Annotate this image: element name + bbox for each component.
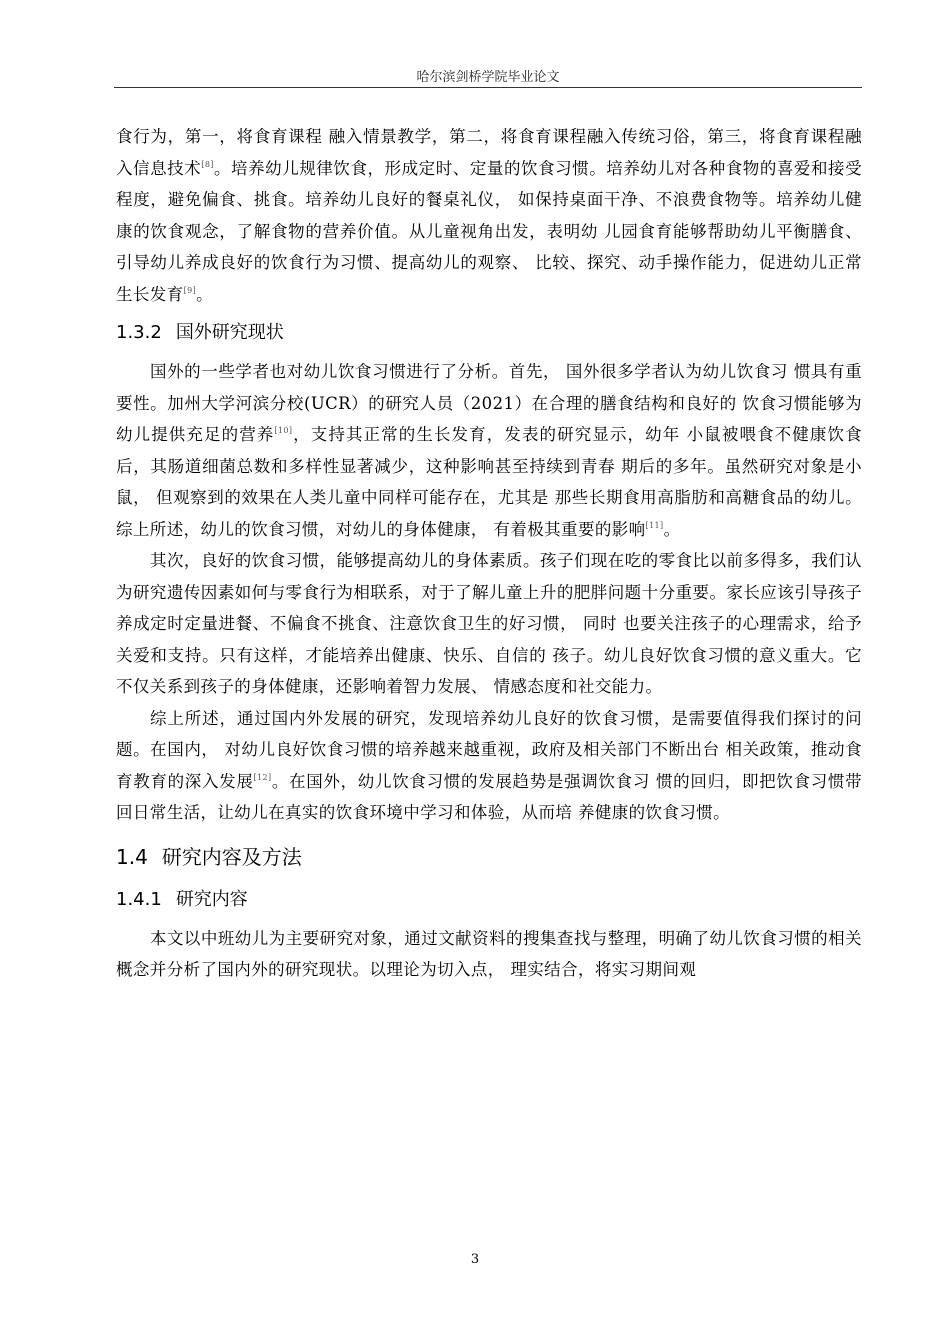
section-number: 1.4 (116, 844, 148, 869)
page-number: 3 (470, 1252, 480, 1267)
section-number: 1.4.1 (116, 888, 162, 910)
section-title: 研究内容 (175, 888, 248, 910)
paragraph-1-text-c: 。 (196, 284, 214, 304)
section-heading-1-4-1 (116, 887, 862, 913)
page-header: 哈尔滨剑桥学院毕业论文 (416, 70, 560, 85)
paragraph-4 (116, 703, 862, 829)
section-title: 研究内容及方法 (161, 844, 302, 869)
header-divider (114, 87, 862, 88)
paragraph-4-text-a: 综上所述，通过国内外发展的研究，发现培养幼儿良好的饮食习惯，是需要值得我们探讨的问题。在国内， 对幼儿良好饮食习惯的培养越来越重视，政府及相关部门不断出台 相关政策，推动食育教育的深入发展 (116, 708, 862, 791)
paragraph-4-text-b: 。在国外，幼儿饮食习惯的发展趋势是强调饮食习 惯的回归，即把饮食习惯带回日常生活，让幼儿在真实的饮食环境中学习和体验，从而培 养健康的饮食习惯。 (116, 771, 862, 822)
paragraph-2-text-b: ，支持其正常的生长发育，发表的研究显示，幼年 小鼠被喂食不健康饮食后，其肠道细菌总数和多样性显著减少，这种影响甚至持续到青春 期后的多年。虽然研究对象是小鼠， 但观察到的效果在人类儿童中同样可能存在，尤其是 那些长期食用高脂肪和高糖食品的幼儿。综上所述，幼儿的饮食习惯，对幼儿的身体健康， 有着极其重要的影响 (116, 425, 862, 539)
paragraph-1-text-b: 。培养幼儿规律饮食，形成定时、定量的饮食习惯。培养幼儿对各种食物的喜爱和接受程度，避免偏食、挑食。培养幼儿良好的餐桌礼仪， 如保持桌面干净、不浪费食物等。培养幼儿健康的饮食观念，了解食物的营养价值。从儿童视角出发，表明幼 儿园食育能够帮助幼儿平衡膳食、引导幼儿养成良好的饮食行为习惯、提高幼儿的观察、 比较、探究、动手操作能力，促进幼儿正常生长发育 (116, 158, 863, 304)
paragraph-2-text-c: 。 (663, 519, 681, 539)
citation-11: [11] (645, 520, 664, 530)
section-title: 国外研究现状 (175, 322, 284, 343)
paragraph-3: 其次，良好的饮食习惯，能够提高幼儿的身体素质。孩子们现在吃的零食比以前多得多，我们认为研究遗传因素如何与零食行为相联系，对于了解儿童上升的肥胖问题十分重要。家长应该引导孩子养成定时定量进餐、不偏食不挑食、注意饮食卫生的好习惯， 同时 也要关注孩子的心理需求，给予关爱和支持。只有这样，才能培养出健康、快乐、自信的 孩子。幼儿良好饮食习惯的意义重大。它不仅关系到孩子的身体健康，还影响着智力发展、 情感态度和社交能力。 (116, 551, 862, 696)
paragraph-2-text-a: 国外的一些学者也对幼儿饮食习惯进行了分析。首先， 国外很多学者认为幼儿饮食习 惯具有重要性。加州大学河滨分校(UCR）的研究人员（2021）在合理的膳食结构和良好的 饮食习惯能够为幼儿提供充足的营养 (116, 362, 862, 444)
citation-12: [12] (253, 772, 272, 782)
citation-8: [8] (201, 159, 214, 169)
citation-10: [10] (274, 426, 293, 435)
section-heading-1-4 (116, 843, 862, 871)
paragraph-5: 本文以中班幼儿为主要研究对象，通过文献资料的搜集查找与整理，明确了幼儿饮食习惯的相关概念并分析了国内外的研究现状。以理论为切入点， 理实结合，将实习期间观 (116, 928, 862, 979)
section-heading-1-3-2 (116, 320, 862, 346)
section-number: 1.3.2 (116, 322, 162, 343)
citation-9: [9] (183, 285, 197, 295)
document-body (116, 121, 862, 986)
paragraph-2 (116, 356, 862, 545)
paragraph-1 (116, 121, 862, 310)
paragraph-1-text-a: 食行为，第一，将食育课程 融入情景教学，第二，将食育课程融入传统习俗，第三，将食育课程融入信息技术 (116, 127, 862, 178)
